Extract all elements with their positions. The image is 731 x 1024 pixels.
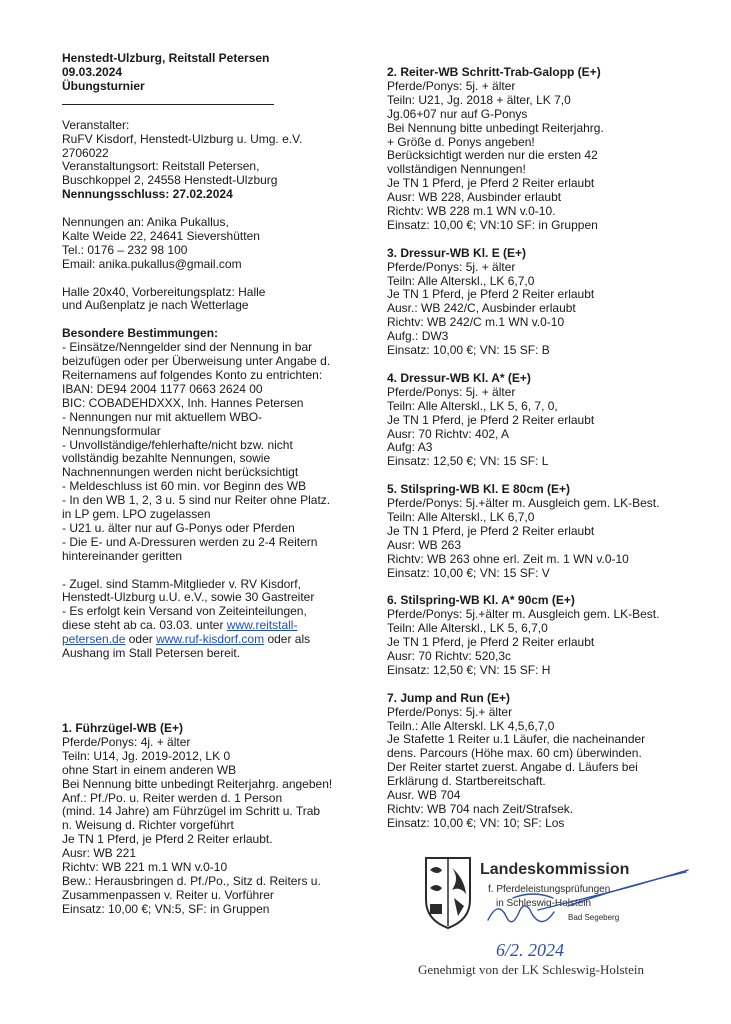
entries-line: Kalte Weide 22, 24641 Sievershütten xyxy=(62,228,260,243)
competition-title: 6. Stilspring-WB Kl. A* 90cm (E+) xyxy=(387,593,575,608)
competition-title: 2. Reiter-WB Schritt-Trab-Galopp (E+) xyxy=(387,65,601,79)
reitstall-link-cont[interactable]: petersen.de xyxy=(62,632,126,647)
iban-line: IBAN: DE94 2004 1177 0663 2624 00 xyxy=(62,381,263,396)
competition-line: Ausr: WB 221 xyxy=(62,846,137,861)
competition-line: Einsatz: 10,00 €; VN:10 SF: in Gruppen xyxy=(387,217,598,232)
event-subtitle: Übungsturnier xyxy=(62,78,145,93)
rule-line: in LP gem. LPO zugelassen xyxy=(62,507,211,522)
rule-line: - Die E- und A-Dressuren werden zu 2-4 Reitern xyxy=(62,534,318,549)
competition-line: Je TN 1 Pferd, je Pferd 2 Reiter erlaubt xyxy=(387,412,595,427)
competition-line: Je TN 1 Pferd, je Pferd 2 Reiter erlaubt xyxy=(387,635,595,650)
competition-line: Je TN 1 Pferd, je Pferd 2 Reiter erlaubt. xyxy=(62,832,273,847)
rule-line-with-links xyxy=(62,633,372,647)
competition-line: Pferde/Ponys: 4j. + älter xyxy=(62,734,191,749)
venue-line: Halle 20x40, Vorbereitungsplatz: Halle xyxy=(62,284,266,299)
rule-line: - Unvollständige/fehlerhafte/nicht bzw. nicht xyxy=(62,437,293,452)
competition-3 xyxy=(387,247,687,358)
competition-line: Einsatz: 12,50 €; VN: 15 SF: H xyxy=(387,662,551,677)
competition-line: Einsatz: 10,00 €; VN:5, SF: in Gruppen xyxy=(62,901,270,916)
competition-line: Ausr.: WB 242/C, Ausbinder erlaubt xyxy=(387,301,576,316)
rule-line: vollständig bezahlte Nennungen, sowie xyxy=(62,451,271,466)
competition-2 xyxy=(387,66,687,233)
competition-line: Einsatz: 10,00 €; VN: 15 SF: V xyxy=(387,565,550,580)
organizer-block xyxy=(62,119,372,202)
competition-title: 4. Dressur-WB Kl. A* (E+) xyxy=(387,370,531,385)
competition-line: + Größe d. Ponys angeben! xyxy=(387,134,535,149)
competition-line: n. Weisung d. Richter vorgeführt xyxy=(62,818,234,833)
competition-line: Pferde/Ponys: 5j.+ älter xyxy=(387,704,513,719)
competition-line: Ausr: WB 228, Ausbinder erlaubt xyxy=(387,190,562,205)
competition-line: Ausr. WB 704 xyxy=(387,788,461,803)
competition-line: Bew.: Herausbringen d. Pf./Po., Sitz d. Reiters u. xyxy=(62,873,321,888)
competition-line: Je TN 1 Pferd, je Pferd 2 Reiter erlaubt xyxy=(387,176,595,191)
rule-line: Nachnennungen werden nicht berücksichtigt xyxy=(62,465,299,480)
competition-line: Pferde/Ponys: 5j. + älter xyxy=(387,384,516,399)
competition-line: Richtv: WB 263 ohne erl. Zeit m. 1 WN v.0-10 xyxy=(387,551,629,566)
rule-line: - Einsätze/Nenngelder sind der Nennung in bar xyxy=(62,340,313,355)
handwritten-date: 6/2. 2024 xyxy=(496,940,565,960)
competition-line: Bei Nennung bitte unbedingt Reiterjahrg. xyxy=(387,120,604,135)
event-title: Henstedt-Ulzburg, Reitstall Petersen xyxy=(62,51,270,65)
rule-text: diese steht ab ca. 03.03. unter xyxy=(62,618,224,633)
entry-deadline: Nennungsschluss: 27.02.2024 xyxy=(62,187,233,202)
competition-line: Pferde/Ponys: 5j. + älter xyxy=(387,259,516,274)
after-link-text: oder als xyxy=(264,632,311,647)
competition-line: Teiln: Alle Alterskl., LK 5, 6, 7, 0, xyxy=(387,398,558,413)
right-column xyxy=(387,66,687,831)
competition-line: Aufg.: DW3 xyxy=(387,329,449,344)
competition-6 xyxy=(387,594,687,677)
rule-line-with-link xyxy=(62,619,372,633)
coat-of-arms-icon xyxy=(426,858,470,928)
header-divider xyxy=(62,104,274,105)
entries-email: Email: anika.pukallus@gmail.com xyxy=(62,256,242,271)
stamp-title: Landeskommission xyxy=(480,861,630,878)
rule-line: - Zugel. sind Stamm-Mitglieder v. RV Kisdorf, xyxy=(62,576,301,591)
competition-line: Ausr: 70 Richtv: 520,3c xyxy=(387,649,512,663)
rule-line: Henstedt-Ulzburg u.U. e.V., sowie 30 Gastreiter xyxy=(62,590,315,605)
competition-line: Pferde/Ponys: 5j. + älter xyxy=(387,78,516,93)
competition-line: dens. Parcours (Höhe max. 60 cm) überwinden. xyxy=(387,746,642,761)
competition-7 xyxy=(387,692,687,831)
competition-line: Pferde/Ponys: 5j.+älter m. Ausgleich gem. LK-Best. xyxy=(387,496,660,511)
rule-line: - Es erfolgt kein Versand von Zeiteinteilungen, xyxy=(62,604,307,619)
competition-line: Einsatz: 10,00 €; VN: 10; SF: Los xyxy=(387,815,565,830)
reitstall-link[interactable]: www.reitstall- xyxy=(226,618,298,633)
competition-line: Jg.06+07 nur auf G-Ponys xyxy=(387,106,528,121)
competition-line: Aufg: A3 xyxy=(387,440,433,455)
stamp-line-1: f. Pferdeleistungsprüfungen xyxy=(488,884,611,895)
approval-note: Genehmigt von der LK Schleswig-Holstein xyxy=(418,962,645,977)
competition-line: Einsatz: 12,50 €; VN: 15 SF: L xyxy=(387,454,549,469)
competition-title: 7. Jump and Run (E+) xyxy=(387,690,511,705)
competition-line: Erklärung d. Startbereitschaft. xyxy=(387,774,546,789)
rule-line: - In den WB 1, 2, 3 u. 5 sind nur Reiter ohne Platz. xyxy=(62,493,331,508)
stamp-line-2: in Schleswig-Holstein xyxy=(496,898,592,909)
competition-title: 1. Führzügel-WB (E+) xyxy=(62,721,183,735)
ruf-kisdorf-link[interactable]: www.ruf-kisdorf.com xyxy=(156,632,265,647)
competition-line: Zusammenpassen v. Reiter u. Vorführer xyxy=(62,887,274,902)
competition-line: Teiln: U21, Jg. 2018 + älter, LK 7,0 xyxy=(387,92,571,107)
competition-line: (mind. 14 Jahre) am Führzügel im Schritt u. Trab xyxy=(62,804,321,819)
competition-title: 3. Dressur-WB Kl. E (E+) xyxy=(387,245,527,260)
competition-line: Einsatz: 10,00 €; VN: 15 SF: B xyxy=(387,343,550,358)
competition-line: Teiln.: Alle Alterskl. LK 4,5,6,7,0 xyxy=(387,718,555,733)
organizer-line: RuFV Kisdorf, Henstedt-Ulzburg u. Umg. e.V. xyxy=(62,131,303,146)
competition-line: Richtv: WB 228 m.1 WN v.0-10. xyxy=(387,204,556,219)
bic-line: BIC: COBADEHDXXX, Inh. Hannes Petersen xyxy=(62,395,304,410)
competition-line: Berücksichtigt werden nur die ersten 42 xyxy=(387,148,598,163)
competition-title: 5. Stilspring-WB Kl. E 80cm (E+) xyxy=(387,482,571,497)
venue-line: und Außenplatz je nach Wetterlage xyxy=(62,298,249,313)
entries-line: Tel.: 0176 – 232 98 100 xyxy=(62,242,188,257)
rule-line: beizufügen oder per Überweisung unter Angabe d. xyxy=(62,354,331,369)
rule-line: - U21 u. älter nur auf G-Ponys oder Pferden xyxy=(62,520,295,535)
competition-line: Je TN 1 Pferd, je Pferd 2 Reiter erlaubt xyxy=(387,523,595,538)
entries-line: Nennungen an: Anika Pukallus, xyxy=(62,215,229,230)
competition-line: Teiln: Alle Alterskl., LK 6,7,0 xyxy=(387,509,535,524)
venue-block xyxy=(62,286,372,314)
rule-line: - Nennungen nur mit aktuellem WBO- xyxy=(62,409,263,424)
rule-line: Reiternamens auf folgendes Konto zu entrichten: xyxy=(62,367,323,382)
competition-line: Anf.: Pf./Po. u. Reiter werden d. 1 Person xyxy=(62,790,283,805)
organizer-line: 2706022 xyxy=(62,145,109,160)
competition-line: Teiln: Alle Alterskl., LK 5, 6,7,0 xyxy=(387,621,548,636)
competition-line: Richtv: WB 704 nach Zeit/Strafsek. xyxy=(387,801,574,816)
competition-line: Bei Nennung bitte unbedingt Reiterjahrg. angeben! xyxy=(62,776,333,791)
rule-line: Nennungsformular xyxy=(62,423,161,438)
competition-line: Pferde/Ponys: 5j.+älter m. Ausgleich gem. LK-Best. xyxy=(387,607,660,622)
competition-line: Je Stafette 1 Reiter u.1 Läufer, die nacheinander xyxy=(387,732,646,747)
competition-5 xyxy=(387,483,687,580)
or-text: oder xyxy=(125,632,157,647)
competition-line: vollständigen Nennungen! xyxy=(387,162,526,177)
rule-line: - Meldeschluss ist 60 min. vor Beginn des WB xyxy=(62,479,307,494)
special-rules-heading: Besondere Bestimmungen: xyxy=(62,326,219,341)
special-rules-block xyxy=(62,327,372,661)
competition-line: Ausr: 70 Richtv: 402, A xyxy=(387,426,510,441)
stamp-line-3: Bad Segeberg xyxy=(568,913,620,922)
rule-line: hintereinander geritten xyxy=(62,548,183,563)
competition-line: Teiln: U14, Jg. 2019-2012, LK 0 xyxy=(62,748,231,763)
organizer-line: Buschkoppel 2, 24558 Henstedt-Ulzburg xyxy=(62,173,278,188)
competition-line: Ausr: WB 263 xyxy=(387,537,462,552)
event-date: 09.03.2024 xyxy=(62,64,123,79)
organizer-line: Veranstalter: xyxy=(62,117,130,132)
competition-1 xyxy=(62,722,372,917)
rule-line: Aushang im Stall Petersen bereit. xyxy=(62,646,241,661)
entries-block xyxy=(62,216,372,272)
competition-line: Der Reiter startet zuerst. Angabe d. Läufers bei xyxy=(387,760,638,775)
competition-line: ohne Start in einem anderen WB xyxy=(62,762,237,777)
competition-line: Richtv: WB 242/C m.1 WN v.0-10 xyxy=(387,315,565,330)
organizer-line: Veranstaltungsort: Reitstall Petersen, xyxy=(62,159,260,174)
competition-line: Je TN 1 Pferd, je Pferd 2 Reiter erlaubt xyxy=(387,287,595,302)
left-column xyxy=(62,52,372,917)
competition-4 xyxy=(387,372,687,469)
competition-line: Teiln: Alle Alterskl., LK 6,7,0 xyxy=(387,273,535,288)
competition-line: Richtv: WB 221 m.1 WN v.0-10 xyxy=(62,860,228,875)
